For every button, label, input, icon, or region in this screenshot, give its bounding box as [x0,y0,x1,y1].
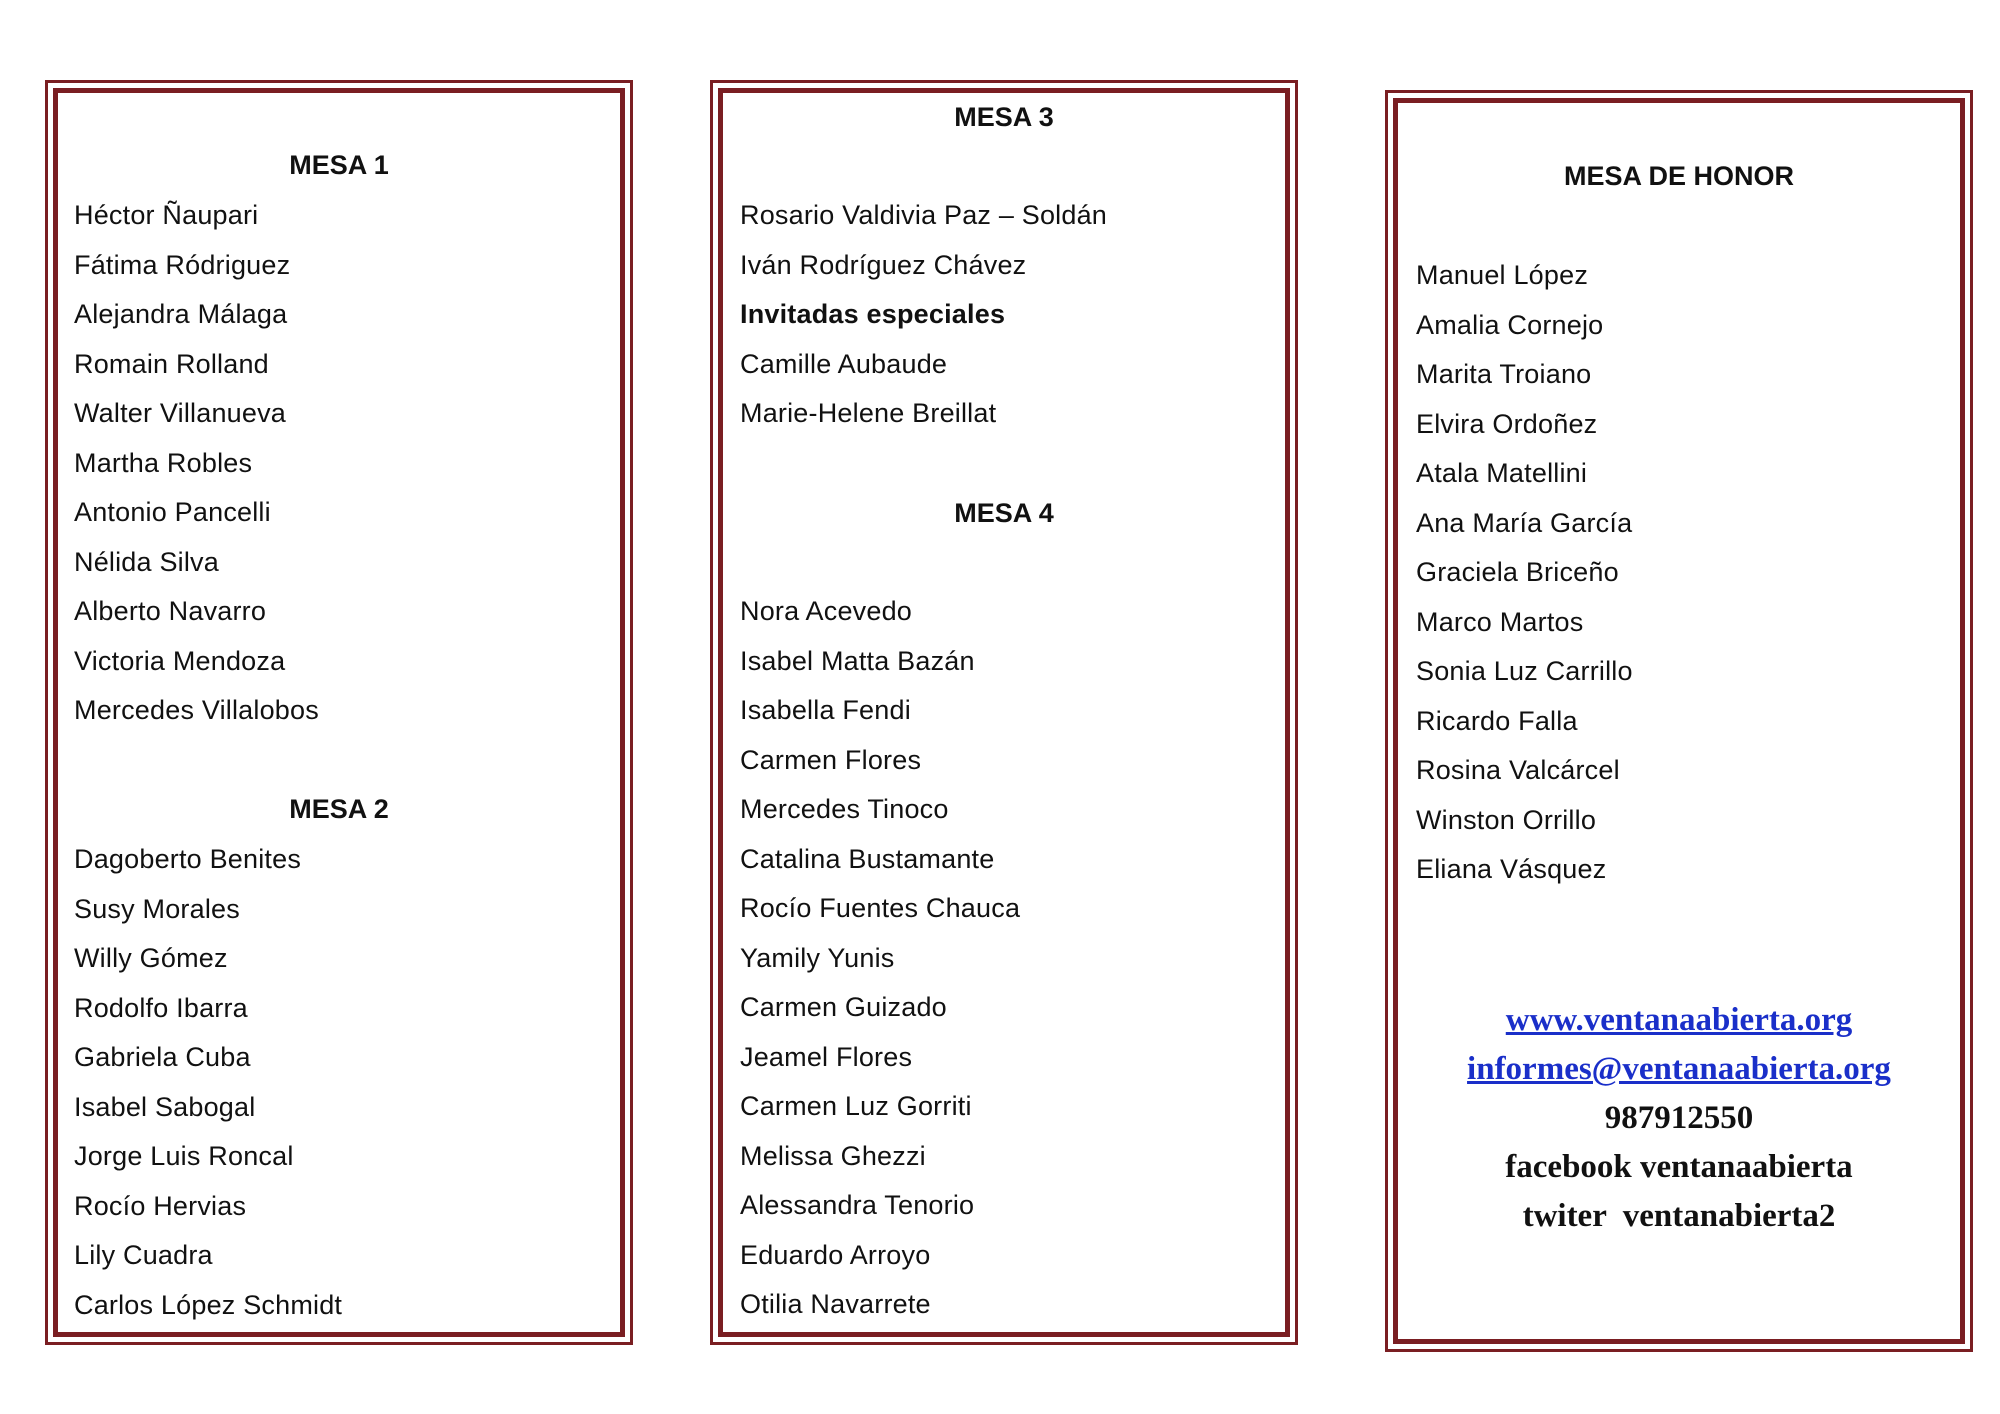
list-item: Elvira Ordoñez [1416,408,1598,439]
list-item: Eduardo Arroyo [740,1239,931,1270]
phone-number: 987912550 [1604,1100,1754,1136]
list-item: Manuel López [1416,260,1589,290]
mesa-1-list [74,202,319,747]
list-item: Isabella Fendi [740,695,911,725]
list-item: Camille Aubaude [740,348,948,379]
list-item: Amalia Cornejo [1416,309,1604,340]
list-item: Ricardo Falla [1416,705,1578,736]
list-item: Alberto Navarro [74,596,267,626]
mesa-2-title: MESA 2 [289,794,389,824]
list-item: Isabel Matta Bazán [740,645,975,676]
list-item: Otilia Navarrete [740,1289,931,1319]
mesa-1-title: MESA 1 [289,150,389,180]
list-item: Rocío Fuentes Chauca [740,893,1021,923]
list-item: Lily Cuadra [74,1240,213,1270]
list-item: Catalina Bustamante [740,843,995,874]
list-item: Marie-Helene Breillat [740,398,997,428]
list-item: Marco Martos [1416,606,1584,637]
list-item: Isabel Sabogal [74,1091,256,1122]
list-subheading: Invitadas especiales [740,299,1006,329]
list-item: Rocío Hervias [74,1190,247,1221]
list-item: Nora Acevedo [740,596,913,626]
list-item: Carlos López Schmidt [74,1289,343,1320]
list-item: Fátima Ródriguez [74,249,291,280]
list-item: Nélida Silva [74,546,219,577]
list-item: Winston Orrillo [1416,804,1597,835]
mesa-4-title: MESA 4 [954,498,1054,528]
list-item: Walter Villanueva [74,398,287,428]
list-item: Willy Gómez [74,943,228,973]
list-item: Iván Rodríguez Chávez [740,249,1027,280]
list-item: Carmen Guizado [740,992,947,1022]
list-item: Victoria Mendoza [74,645,286,676]
list-item: Alessandra Tenorio [740,1190,975,1220]
list-item: Rosina Valcárcel [1416,755,1620,785]
list-item: Mercedes Tinoco [740,794,949,824]
website-link[interactable]: www.ventanaabierta.org [1505,1002,1853,1038]
list-item: Romain Rolland [74,348,269,379]
mesa-4-list [740,598,1020,1341]
list-item: Rosario Valdivia Paz – Soldán [740,200,1108,230]
list-item: Héctor Ñaupari [74,200,259,230]
list-item: Carmen Luz Gorriti [740,1091,972,1121]
mesa-3-title: MESA 3 [954,102,1054,132]
list-item: Atala Matellini [1416,458,1588,488]
list-item: Graciela Briceño [1416,557,1619,587]
list-item: Ana María García [1416,507,1633,538]
list-item: Rodolfo Ibarra [74,992,248,1023]
list-item: Antonio Pancelli [74,497,271,527]
mesa-2-list [74,846,342,1341]
twitter-handle: twiter ventanabierta2 [1522,1198,1836,1234]
list-item: Gabriela Cuba [74,1042,251,1072]
list-item: Jeamel Flores [740,1041,913,1072]
mesa-honor-list [1416,262,1633,906]
list-item: Yamily Yunis [740,942,895,973]
list-item: Jorge Luis Roncal [74,1141,294,1171]
list-item: Susy Morales [74,893,240,924]
mesa-honor-title: MESA DE HONOR [1563,161,1794,191]
list-item: Alejandra Málaga [74,299,288,329]
list-item: Martha Robles [74,447,253,478]
list-item: Marita Troiano [1416,359,1592,389]
facebook-handle: facebook ventanaabierta [1505,1149,1853,1185]
email-link[interactable]: informes@ventanaabierta.org [1467,1051,1891,1087]
mesa-3-list [740,202,1107,450]
list-item: Sonia Luz Carrillo [1416,656,1633,686]
list-item: Eliana Vásquez [1416,854,1607,884]
list-item: Mercedes Villalobos [74,695,319,725]
list-item: Melissa Ghezzi [740,1140,926,1171]
list-item: Dagoberto Benites [74,844,302,874]
list-item: Carmen Flores [740,744,922,775]
